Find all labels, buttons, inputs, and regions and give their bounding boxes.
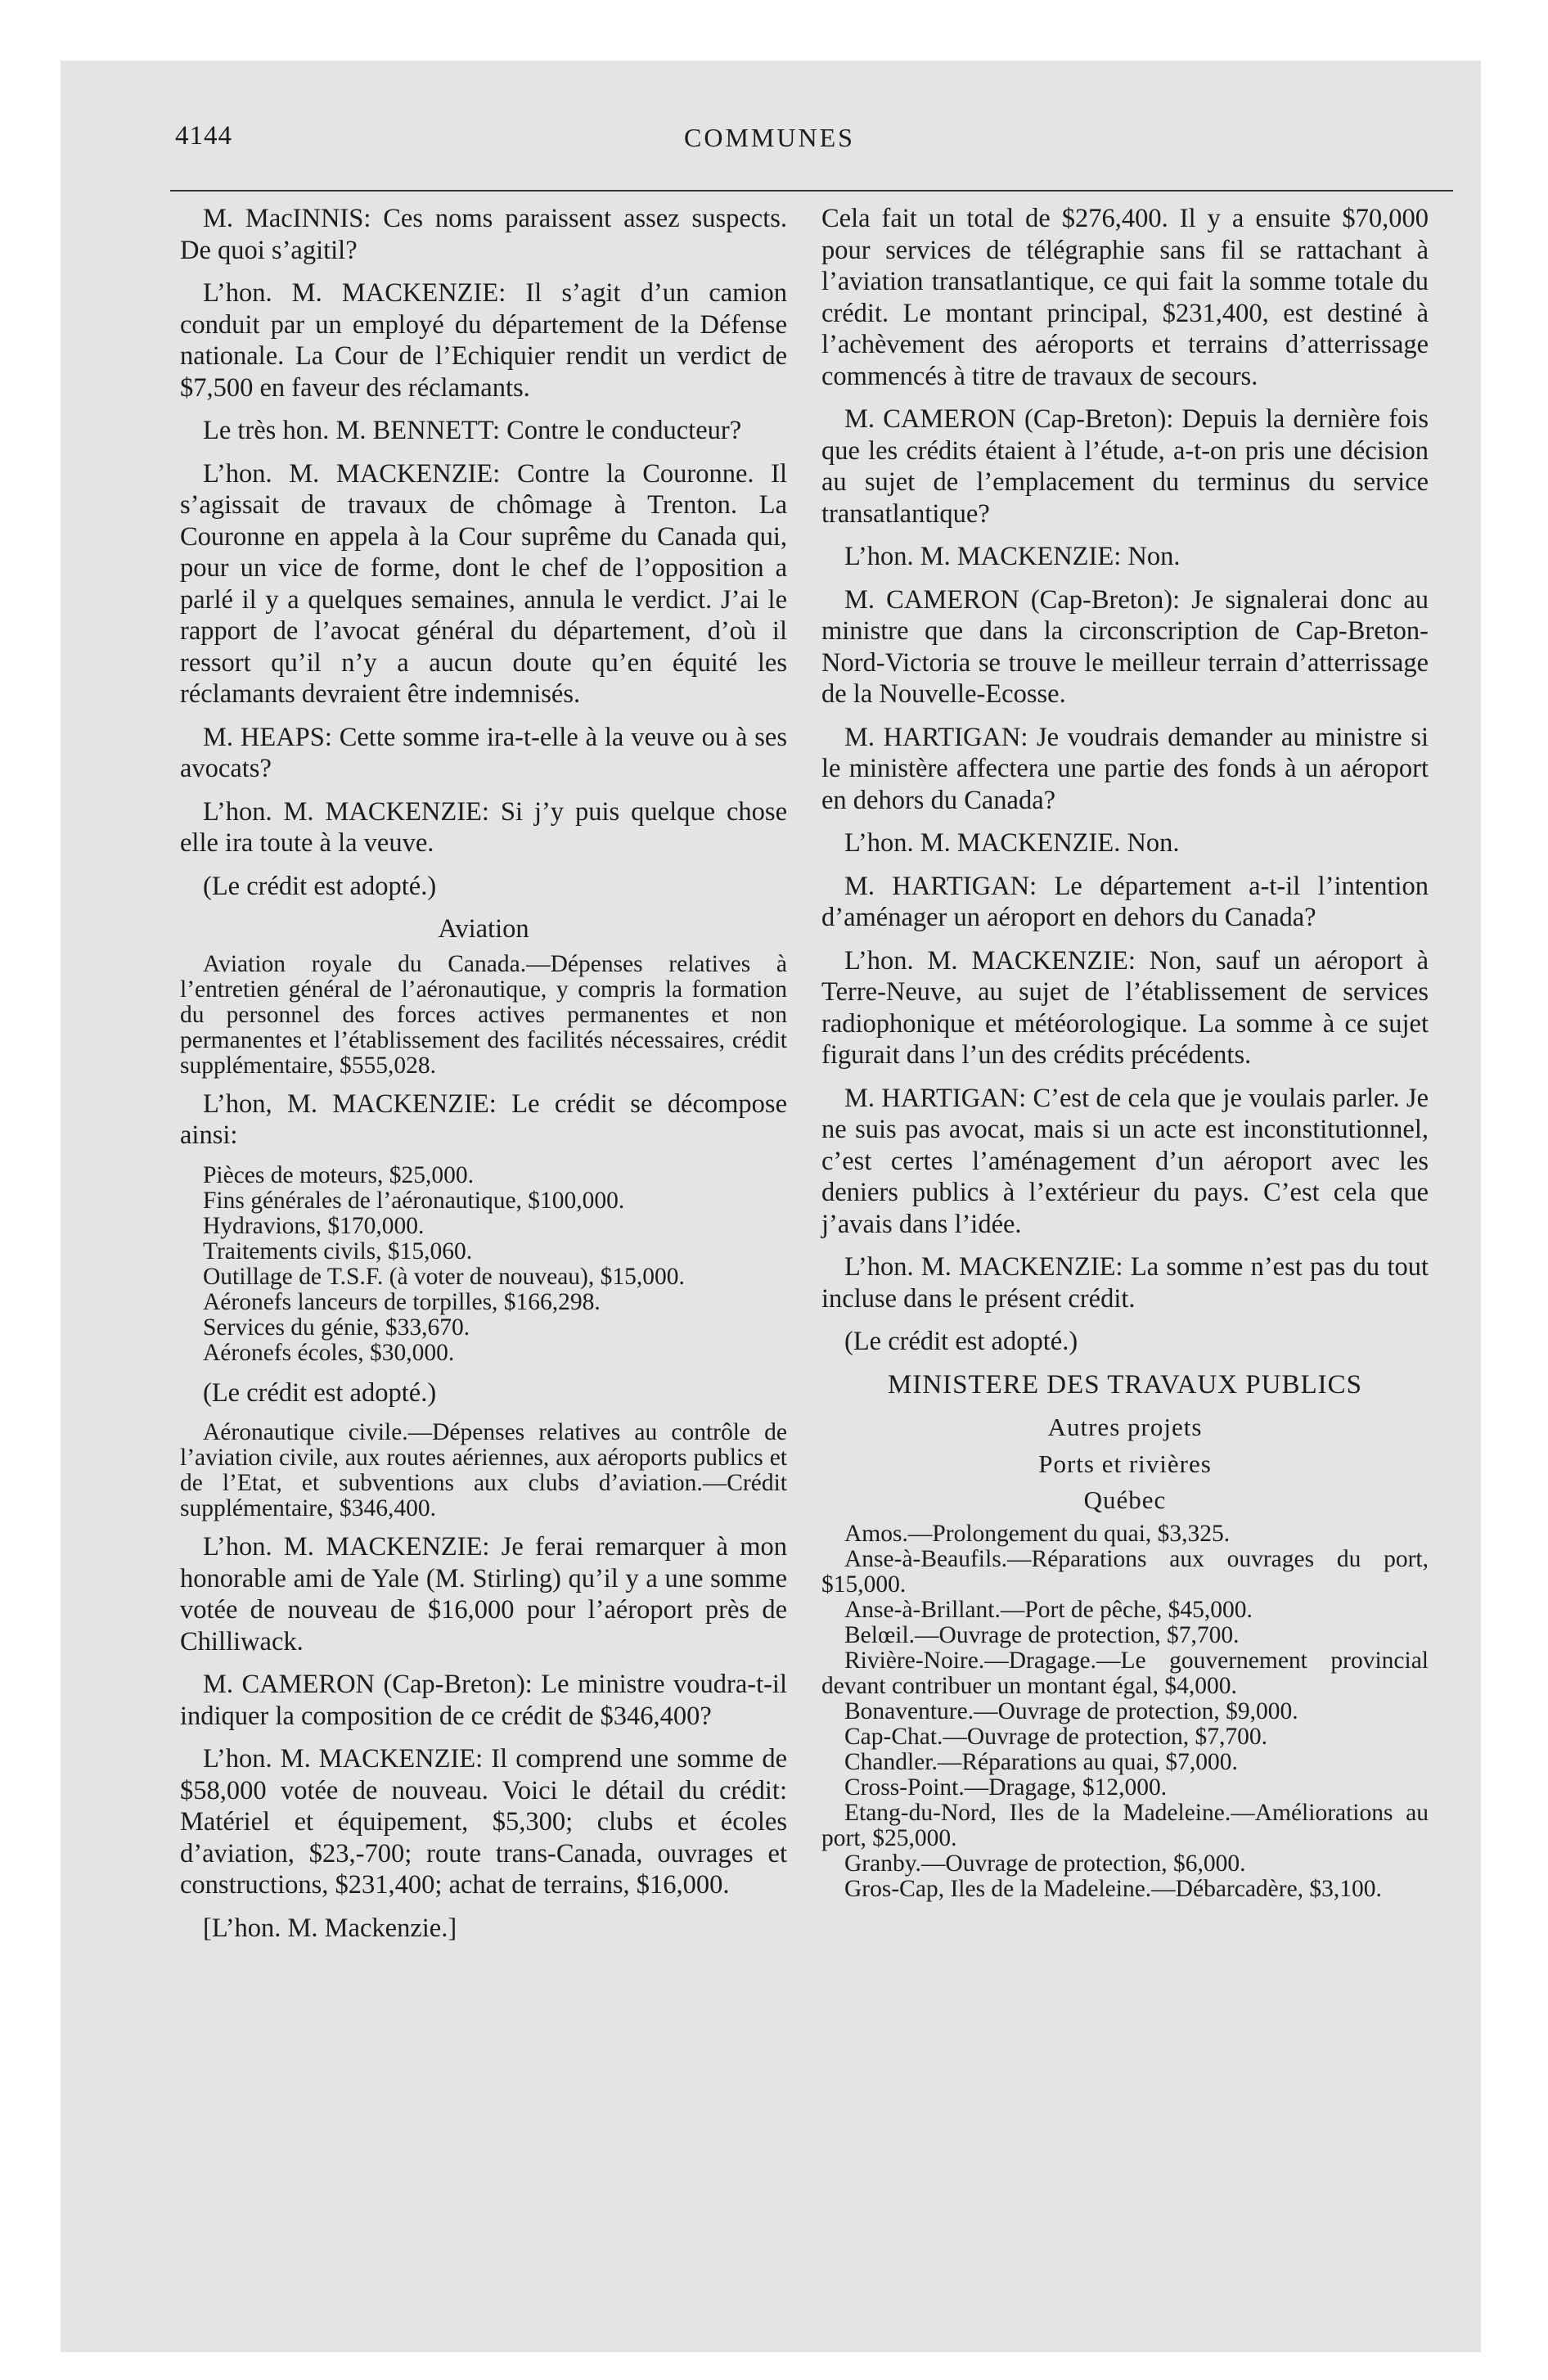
paragraph: L’hon. M. MACKENZIE: Il s’agit d’un camion conduit par un employé du département de la Défense nationale. La Cour de l’Echiquier rendit un verdict de $7,500 en faveur des réclamants.: [180, 278, 787, 403]
paragraph: L’hon. M. MACKENZIE: Il comprend une somme de $58,000 votée de nouveau. Voici le détail du crédit: Matériel et équipement, $5,300; clubs et écoles d’aviation, $23,-700; route trans-Canada, ouvrages et constructions, $231,400; achat de terrains, $16,000.: [180, 1744, 787, 1900]
paragraph: (Le crédit est adopté.): [203, 1377, 437, 1408]
subheading: Ports et rivières: [1038, 1449, 1212, 1478]
paragraph: L’hon. M. MACKENZIE: Si j’y puis quelque chose elle ira toute à la veuve.: [180, 796, 787, 858]
breakdown-list: [180, 1163, 787, 1366]
list-item: Bonaventure.—Ouvrage de protection, $9,000.: [844, 1697, 1298, 1724]
paragraph: M. HARTIGAN: C’est de cela que je voulais parler. Je ne suis pas avocat, mais si un acte est inconstitutionnel, c’est certes l’aménagement d’un aéroport avec les deniers publics à l’extérieur du pays. C’est cela que j’avais dans l’idée.: [821, 1083, 1429, 1239]
paragraph: L’hon. M. MACKENZIE: Non.: [844, 542, 1181, 571]
list-item: Granby.—Ouvrage de protection, $6,000.: [844, 1850, 1246, 1877]
list-item: Anse-à-Brillant.—Port de pêche, $45,000.: [844, 1596, 1253, 1623]
subheading: Autres projets: [1047, 1413, 1203, 1441]
paragraph: M. MacINNIS: Ces noms paraissent assez suspects. De quoi s’agitil?: [180, 204, 787, 265]
list-item: Rivière-Noire.—Dragage.—Le gouvernement provincial devant contribuer un montant égal, $4,000.: [821, 1647, 1429, 1699]
paragraph: L’hon. M. MACKENZIE. Non.: [844, 828, 1180, 858]
list-item: Belœil.—Ouvrage de protection, $7,700.: [844, 1621, 1240, 1648]
paragraph: L’hon, M. MACKENZIE: Le crédit se décompose ainsi:: [180, 1089, 787, 1150]
list-item: Amos.—Prolongement du quai, $3,325.: [844, 1520, 1231, 1547]
paragraph: Cela fait un total de $276,400. Il y a ensuite $70,000 pour services de télégraphie sans fil se rattachant à l’aviation transatlantique, ce qui fait la somme totale du crédit. Le montant principal, $231,400, est destiné à l’achèvement des aéroports et terrains d’atterrissage commencés à titre de travaux de secours.: [821, 204, 1429, 391]
list-item: Cross-Point.—Dragage, $12,000.: [844, 1774, 1168, 1801]
paragraph: M. HARTIGAN: Je voudrais demander au ministre si le ministère affectera une partie des fonds à un aéroport en dehors du Canada?: [821, 722, 1429, 815]
works-list: [821, 1521, 1429, 1902]
paragraph: L’hon. M. MACKENZIE: Contre la Couronne. Il s’agissait de travaux de chômage à Trenton. La Couronne en appela à la Cour suprême du Canada qui, pour un vice de forme, dont le chef de l’opposition a parlé il y a quelques semaines, annula le verdict. J’ai le rapport de l’avocat général du département, d’où il ressort qu’il n’y a aucun doute qu’en équité les réclamants devraient être indemnisés.: [180, 458, 787, 709]
province-heading: Québec: [1083, 1485, 1167, 1514]
paragraph: L’hon. M. MACKENZIE: La somme n’est pas du tout incluse dans le présent crédit.: [821, 1252, 1429, 1314]
ministry-heading: MINISTERE DES TRAVAUX PUBLICS: [887, 1369, 1362, 1400]
list-item: Cap-Chat.—Ouvrage de protection, $7,700.: [844, 1723, 1267, 1750]
paragraph: Le très hon. M. BENNETT: Contre le conducteur?: [203, 416, 742, 445]
paragraph: M. CAMERON (Cap-Breton): Depuis la dernière fois que les crédits étaient à l’étude, a-t-on pris une décision au sujet de l’emplacement du terminus du service transatlantique?: [821, 404, 1429, 529]
list-item: Hydravions, $170,000.: [203, 1212, 425, 1239]
list-item: Aéronefs écoles, $30,000.: [203, 1339, 455, 1366]
paragraph: M. CAMERON (Cap-Breton): Le ministre voudra-t-il indiquer la composition de ce crédit de $346,400?: [180, 1670, 787, 1731]
page-number: 4144: [175, 121, 232, 151]
section-heading: Aviation: [438, 914, 529, 944]
paragraph: L’hon. M. MACKENZIE: Je ferai remarquer à mon honorable ami de Yale (M. Stirling) qu’il y a une somme votée de nouveau de $16,000 pour l’aéroport près de Chilliwack.: [180, 1532, 787, 1657]
header-rule: [170, 190, 1453, 192]
paragraph: M. HEAPS: Cette somme ira-t-elle à la veuve ou à ses avocats?: [180, 722, 787, 783]
list-item: Aéronefs lanceurs de torpilles, $166,298.: [203, 1288, 601, 1315]
list-item: Etang-du-Nord, Iles de la Madeleine.—Améliorations au port, $25,000.: [821, 1799, 1429, 1851]
left-column: [180, 203, 787, 1955]
list-item: Outillage de T.S.F. (à voter de nouveau), $15,000.: [203, 1263, 685, 1290]
list-item: Pièces de moteurs, $25,000.: [203, 1161, 474, 1188]
running-head: COMMUNES: [684, 123, 855, 152]
speaker-footer: [L’hon. M. Mackenzie.]: [203, 1913, 457, 1943]
paragraph: L’hon. M. MACKENZIE: Non, sauf un aéroport à Terre-Neuve, au sujet de l’établissement de services radiophonique et météorologique. La somme à ce sujet figurait dans l’un des crédits précédents.: [821, 945, 1429, 1070]
list-item: Services du génie, $33,670.: [203, 1314, 470, 1341]
list-item: Anse-à-Beaufils.—Réparations aux ouvrages du port, $15,000.: [821, 1545, 1429, 1598]
vote-item: Aviation royale du Canada.—Dépenses relatives à l’entretien général de l’aéronautique, y compris la formation du personnel des forces actives permanentes et non permanentes et l’établissement des facilités nécessaires, crédit supplémentaire, $555,028.: [180, 950, 787, 1079]
paragraph: M. HARTIGAN: Le département a-t-il l’intention d’aménager un aéroport en dehors du Canada?: [821, 871, 1429, 932]
list-item: Gros-Cap, Iles de la Madeleine.—Débarcadère, $3,100.: [844, 1875, 1382, 1902]
paragraph: (Le crédit est adopté.): [203, 871, 437, 901]
right-column: [821, 203, 1429, 1913]
list-item: Traitements civils, $15,060.: [203, 1237, 473, 1264]
vote-item: Aéronautique civile.—Dépenses relatives au contrôle de l’aviation civile, aux routes aériennes, aux aéroports publics et de l’Etat, et subventions aux clubs d’aviation.—Crédit supplémentaire, $346,400.: [180, 1419, 787, 1521]
list-item: Chandler.—Réparations au quai, $7,000.: [844, 1748, 1238, 1775]
list-item: Fins générales de l’aéronautique, $100,000.: [203, 1187, 625, 1214]
paragraph: (Le crédit est adopté.): [844, 1327, 1078, 1356]
paragraph: M. CAMERON (Cap-Breton): Je signalerai donc au ministre que dans la circonscription de Cap-Breton-Nord-Victoria se trouve le meilleur terrain d’atterrissage de la Nouvelle-Ecosse.: [821, 584, 1429, 709]
